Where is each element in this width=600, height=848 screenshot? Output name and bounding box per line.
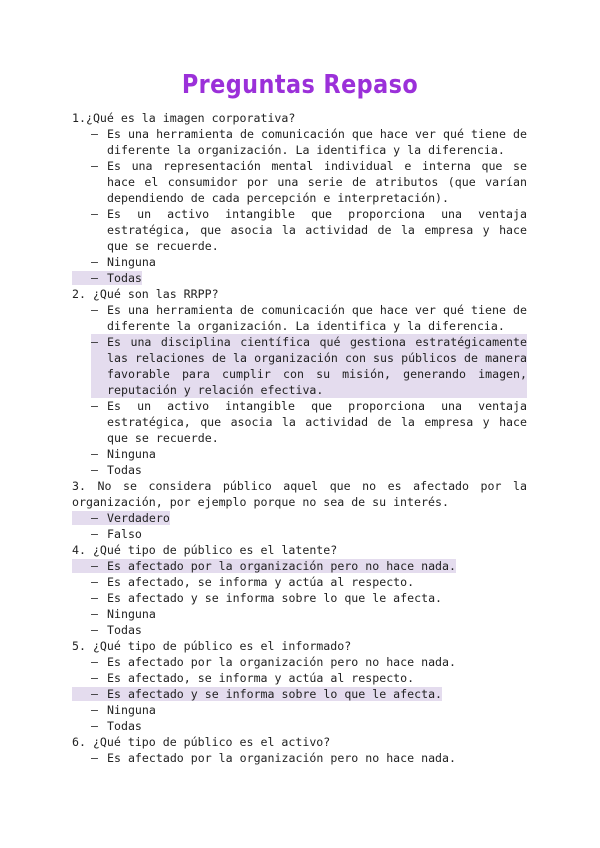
- answer-option: – Es una representación mental individual e interna que se hace el consumidor por una serie de atributos (que varían dependiendo de cada percepción e interpretación).: [91, 159, 527, 205]
- dash-bullet: –: [91, 703, 98, 717]
- answer-option: – Ninguna: [91, 255, 156, 269]
- answer-option: – Falso: [91, 527, 142, 541]
- dash-bullet: –: [91, 623, 98, 637]
- dash-bullet: –: [91, 127, 98, 141]
- dash-bullet: –: [91, 607, 98, 621]
- question-text: 6. ¿Qué tipo de público es el activo?: [72, 735, 331, 749]
- answer-option-highlighted: – Es afectado y se informa sobre lo que le afecta.: [72, 686, 527, 702]
- dash-bullet: –: [91, 559, 98, 573]
- answer-option-highlighted: – Es una disciplina científica qué gestiona estratégicamente las relaciones de la organización con sus públicos de manera favorable para cumplir con su misión, generando imagen, reputación y relación efectiva.: [91, 335, 527, 397]
- dash-bullet: –: [91, 527, 98, 541]
- answer-option: – Ninguna: [91, 607, 156, 621]
- page-title: Preguntas Repaso: [181, 70, 419, 100]
- dash-bullet: –: [91, 655, 98, 669]
- dash-bullet: –: [91, 671, 98, 685]
- dash-bullet: –: [91, 687, 98, 701]
- dash-bullet: –: [91, 207, 98, 221]
- question-list: [72, 110, 527, 766]
- dash-bullet: –: [91, 575, 98, 589]
- answer-option: – Es una herramienta de comunicación que hace ver qué tiene de diferente la organización. La identifica y la diferencia.: [91, 303, 527, 333]
- answer-option: – Es afectado por la organización pero no hace nada.: [91, 751, 457, 765]
- dash-bullet: –: [91, 303, 98, 317]
- dash-bullet: –: [91, 159, 98, 173]
- question-text: 1.¿Qué es la imagen corporativa?: [72, 111, 296, 125]
- answer-option: – Todas: [91, 463, 142, 477]
- answer-option: – Es una herramienta de comunicación que hace ver qué tiene de diferente la organización. La identifica y la diferencia.: [91, 127, 527, 157]
- question-text: 3. No se considera público aquel que no es afectado por la organización, por ejemplo porque no sea de su interés.: [72, 479, 527, 509]
- answer-option: – Es afectado, se informa y actúa al respecto.: [91, 671, 415, 685]
- question-3: [72, 478, 527, 542]
- dash-bullet: –: [91, 463, 98, 477]
- question-2: [72, 286, 527, 478]
- answer-option: – Es un activo intangible que proporciona una ventaja estratégica, que asocia la actividad de la empresa y hace que se recuerde.: [91, 399, 527, 445]
- dash-bullet: –: [91, 719, 98, 733]
- dash-bullet: –: [91, 751, 98, 765]
- answer-option: – Ninguna: [91, 703, 156, 717]
- question-1: [72, 110, 527, 286]
- answer-option: – Es afectado, se informa y actúa al respecto.: [91, 575, 415, 589]
- dash-bullet: –: [91, 399, 98, 413]
- dash-bullet: –: [91, 255, 98, 269]
- question-text: 5. ¿Qué tipo de público es el informado?: [72, 639, 352, 653]
- answer-option-highlighted: – Es afectado por la organización pero no hace nada.: [72, 558, 527, 574]
- question-6: [72, 734, 527, 766]
- dash-bullet: –: [91, 591, 98, 605]
- question-text: 2. ¿Qué son las RRPP?: [72, 287, 219, 301]
- dash-bullet: –: [91, 447, 98, 461]
- dash-bullet: –: [91, 271, 98, 285]
- dash-bullet: –: [91, 335, 98, 349]
- answer-option: – Todas: [91, 719, 142, 733]
- question-4: [72, 542, 527, 638]
- answer-option: – Es un activo intangible que proporciona una ventaja estratégica, que asocia la actividad de la empresa y hace que se recuerde.: [91, 207, 527, 253]
- answer-option: – Ninguna: [91, 447, 156, 461]
- answer-option: – Es afectado por la organización pero no hace nada.: [91, 655, 457, 669]
- answer-option-highlighted: – Verdadero: [72, 510, 527, 526]
- answer-option: – Todas: [91, 623, 142, 637]
- dash-bullet: –: [91, 511, 98, 525]
- answer-option: – Es afectado y se informa sobre lo que le afecta.: [91, 591, 443, 605]
- question-5: [72, 638, 527, 734]
- answer-option-highlighted: – Todas: [72, 270, 527, 286]
- question-text: 4. ¿Qué tipo de público es el latente?: [72, 543, 338, 557]
